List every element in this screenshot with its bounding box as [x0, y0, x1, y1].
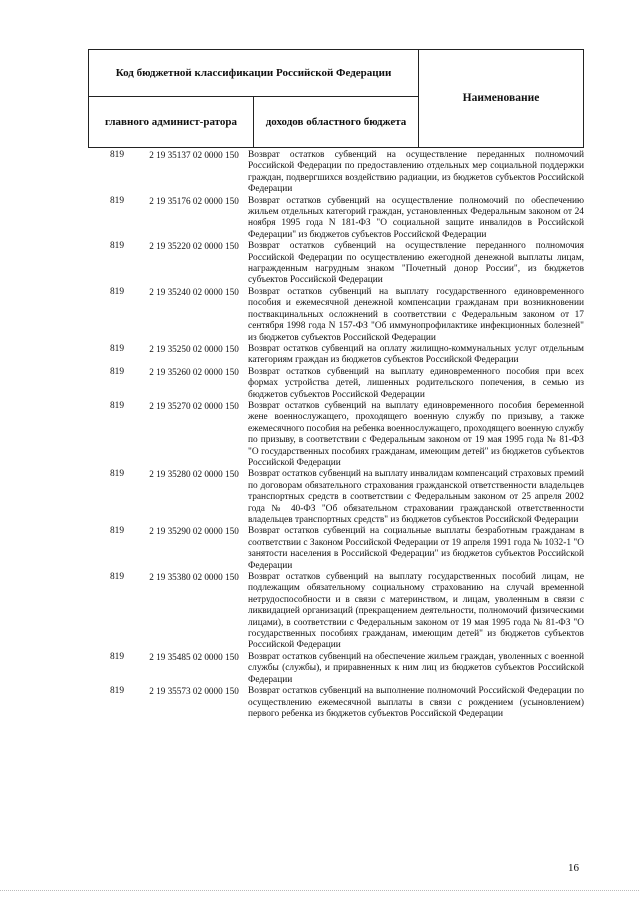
admin-code-cell: 819 [109, 469, 125, 480]
admin-code-cell: 819 [109, 241, 125, 252]
admin-code-cell: 819 [109, 526, 125, 537]
budget-code-cell: 2 19 35137 02 0000 150 [149, 150, 239, 160]
name-cell: Возврат остатков субвенций на выполнение полномочий Российской Федерации по осуществлению ежемесячной выплаты в связи с рождением (усыновлением) первого ребенка из бюджетов субъектов Российской Федерации [248, 686, 584, 719]
name-cell: Возврат остатков субвенций на социальные выплаты безработным гражданам в соответствии с Законом Российской Федерации от 19 апреля 1991 года № 1032-1 "О занятости населения в Российской Федерации" из бюджетов субъектов Российской Федерации [248, 526, 584, 571]
budget-code-cell: 2 19 35220 02 0000 150 [149, 241, 239, 252]
header-code-column: доходов областного бюджета [254, 97, 419, 148]
header-name-column: Наименование [419, 50, 584, 148]
page-number: 16 [568, 862, 579, 874]
name-cell: Возврат остатков субвенций на выплату государственного единовременного пособия и ежемесячной денежной компенсации гражданам при возникновении поствакцинальных осложнений в соответствии с Федеральным законом от 17 сентября 1998 года N 157-ФЗ "Об иммунопрофилактике инфекционных болезней" из бюджетов субъектов Российской Федерации [248, 286, 584, 343]
budget-code-cell: 2 19 35260 02 0000 150 [149, 366, 239, 377]
admin-code-cell: 819 [109, 366, 125, 377]
name-cell: Возврат остатков субвенций на выплату единовременного пособия при всех формах устройства детей, лишенных родительского попечения, в семью из бюджетов субъектов Российской Федерации [248, 366, 584, 400]
table-row [88, 367, 584, 401]
admin-code-cell: 819 [109, 195, 125, 206]
budget-code-cell: 2 19 35485 02 0000 150 [149, 651, 239, 662]
table-row [88, 652, 584, 686]
table-row [88, 287, 584, 344]
table-row [88, 241, 584, 287]
table-row [88, 526, 584, 572]
admin-code-cell: 819 [109, 150, 125, 160]
header-group-title: Код бюджетной классификации Российской Федерации [89, 50, 419, 97]
page-edge-line [0, 890, 639, 892]
budget-code-cell: 2 19 35280 02 0000 150 [149, 469, 239, 480]
budget-code-cell: 2 19 35573 02 0000 150 [149, 686, 239, 697]
admin-code-cell: 819 [109, 651, 125, 662]
admin-code-cell: 819 [109, 400, 125, 411]
table-body [88, 150, 584, 720]
budget-code-cell: 2 19 35250 02 0000 150 [149, 343, 239, 354]
table-row [88, 686, 584, 720]
table-row [88, 401, 584, 469]
table-header [88, 49, 584, 148]
table-row [88, 150, 584, 196]
budget-code-cell: 2 19 35176 02 0000 150 [149, 195, 239, 206]
header-admin-column: главного админист-ратора [89, 97, 254, 148]
table-row [88, 572, 584, 652]
table-row [88, 196, 584, 242]
name-cell: Возврат остатков субвенций на оплату жилищно-коммунальных услуг отдельным категориям граждан из бюджетов субъектов Российской Федерации [248, 343, 584, 366]
name-cell: Возврат остатков субвенций на выплату инвалидам компенсаций страховых премий по договорам обязательного страхования гражданской ответственности владельцев транспортных средств в соответствии с Федеральным законом от 25 апреля 2002 года № 40-ФЗ "Об обязательном страховании гражданской ответственности владельцев транспортных средств" из бюджетов субъектов Российской Федерации [248, 469, 584, 525]
name-cell: Возврат остатков субвенций на осуществление переданных полномочий Российской Федерации по предоставлению отдельных мер социальной поддержки граждан, подвергшихся воздействию радиации, из бюджетов субъектов Российской Федерации [248, 150, 584, 195]
budget-code-cell: 2 19 35240 02 0000 150 [149, 286, 239, 297]
budget-code-cell: 2 19 35290 02 0000 150 [149, 526, 239, 537]
admin-code-cell: 819 [109, 686, 125, 697]
admin-code-cell: 819 [109, 343, 125, 354]
table-row [88, 469, 584, 526]
name-cell: Возврат остатков субвенций на осуществление переданного полномочия Российской Федерации по осуществлению ежегодной денежной выплаты лицам, награжденным нагрудным знаком "Почетный донор России", из бюджетов субъектов Российской Федерации [248, 241, 584, 286]
name-cell: Возврат остатков субвенций на обеспечение жильем граждан, уволенных с военной службы (службы), и приравненных к ним лиц из бюджетов субъектов Российской Федерации [248, 651, 584, 685]
admin-code-cell: 819 [109, 572, 125, 583]
name-cell: Возврат остатков субвенций на выплату государственных пособий лицам, не подлежащим обязательному социальному страхованию на случай временной нетрудоспособности и в связи с материнством, и лицам, уволенным в связи с ликвидацией организаций (прекращением деятельности, полномочий физическими лицами), в соответствии с Федеральным законом от 19 мая 1995 года № 81-ФЗ "О государственных пособиях гражданам, имеющим детей" из бюджетов субъектов Российской Федерации [248, 572, 584, 651]
budget-code-cell: 2 19 35380 02 0000 150 [149, 572, 239, 583]
table-row [88, 344, 584, 367]
budget-code-cell: 2 19 35270 02 0000 150 [149, 400, 239, 411]
admin-code-cell: 819 [109, 286, 125, 297]
name-cell: Возврат остатков субвенций на осуществление полномочий по обеспечению жильем отдельных категорий граждан, установленных Федеральным законом от 24 ноября 1995 года N 181-ФЗ "О социальной защите инвалидов в Российской Федерации" из бюджетов субъектов Российской Федерации [248, 195, 584, 240]
name-cell: Возврат остатков субвенций на выплату единовременного пособия беременной жене военнослужащего, проходящего военную службу по призыву, а также ежемесячного пособия на ребенка военнослужащего, проходящего военную службу по призыву, в соответствии с Федеральным законом от 19 мая 1995 года № 81-ФЗ "О государственных пособиях гражданам, имеющим детей" из бюджетов субъектов Российской Федерации [248, 400, 584, 468]
